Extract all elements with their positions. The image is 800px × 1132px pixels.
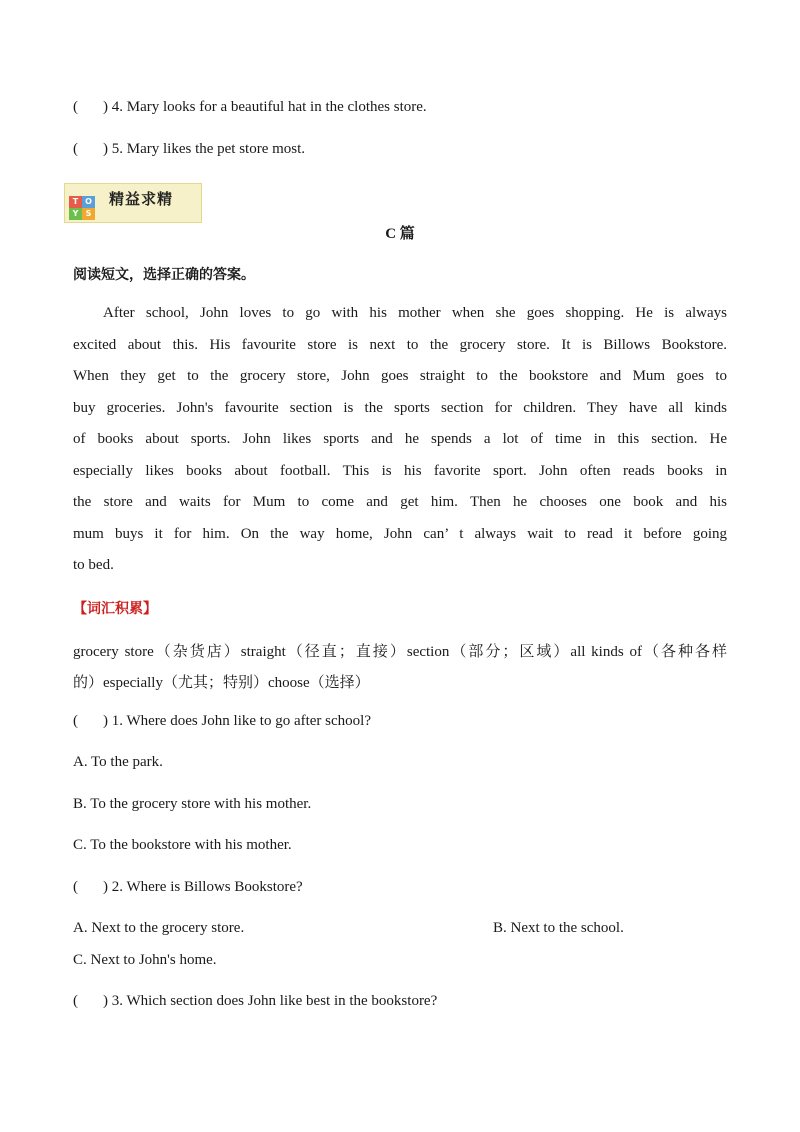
question-text: Where is Billows Bookstore?: [126, 879, 303, 895]
passage-line: especially likes books about football. This is his favorite sport. John often reads books in: [73, 463, 727, 479]
passage-line: buy groceries. John's favourite section is the sports section for children. They have all kinds: [73, 400, 727, 416]
answer-paren-close: ): [103, 141, 108, 157]
answer-paren[interactable]: (: [73, 879, 78, 895]
question-1: [73, 713, 371, 730]
banner-title: 精益求精: [109, 190, 174, 208]
answer-paren-close: ): [103, 99, 108, 115]
option-c[interactable]: C. Next to John's home.: [73, 952, 217, 968]
toy-block-s: S: [82, 208, 95, 220]
question-text: Where does John like to go after school?: [126, 713, 371, 729]
option-c[interactable]: C. To the bookstore with his mother.: [73, 837, 292, 853]
vocab-title: 【词汇积累】: [73, 601, 157, 617]
vocab-line: 的）especially（尤其；特别）choose（选择）: [73, 675, 370, 691]
question-text: Mary looks for a beautiful hat in the clothes store.: [126, 99, 427, 115]
instruction: 阅读短文，选择正确的答案。: [73, 267, 255, 283]
answer-paren[interactable]: (: [73, 713, 78, 729]
section-title: C 篇: [385, 226, 415, 242]
passage-line: After school, John loves to go with his mother when she goes shopping. He is always: [103, 305, 727, 321]
question-text: Mary likes the pet store most.: [126, 141, 306, 157]
question-3: [73, 993, 437, 1010]
question-number: 1.: [111, 713, 123, 729]
answer-paren-close: ): [103, 993, 108, 1009]
question-2: [73, 879, 303, 896]
answer-paren[interactable]: (: [73, 993, 78, 1009]
toy-block-o: O: [82, 196, 95, 208]
option-b[interactable]: B. To the grocery store with his mother.: [73, 796, 312, 812]
option-a[interactable]: A. Next to the grocery store.: [73, 920, 245, 936]
question-text: Which section does John like best in the bookstore?: [126, 993, 438, 1009]
toy-blocks-icon: [67, 196, 107, 222]
answer-paren[interactable]: (: [73, 99, 78, 115]
answer-paren-close: ): [103, 713, 108, 729]
toy-block-y: Y: [69, 208, 82, 220]
answer-paren[interactable]: (: [73, 141, 78, 157]
passage-line: to bed.: [73, 557, 114, 573]
section-banner: [64, 183, 202, 223]
passage-line: When they get to the grocery store, John goes straight to the bookstore and Mum goes to: [73, 368, 727, 384]
toy-block-t: T: [69, 196, 82, 208]
passage-line: the store and waits for Mum to come and get him. Then he chooses one book and his: [73, 494, 727, 510]
question-4: [73, 99, 427, 116]
question-5: [73, 141, 305, 158]
question-number: 3.: [111, 993, 123, 1009]
option-a[interactable]: A. To the park.: [73, 754, 163, 770]
question-number: 5.: [111, 141, 123, 157]
question-number: 4.: [111, 99, 123, 115]
vocab-line: grocery store（杂货店）straight（径直；直接）section（部分；区域）all kinds of（各种各样: [73, 644, 727, 660]
option-b[interactable]: B. Next to the school.: [493, 920, 624, 936]
passage-line: excited about this. His favourite store is next to the grocery store. It is Billows Bookstore.: [73, 337, 727, 353]
passage-line: of books about sports. John likes sports and he spends a lot of time in this section. He: [73, 431, 727, 447]
question-number: 2.: [111, 879, 123, 895]
passage-line: mum buys it for him. On the way home, John can’ t always wait to read it before going: [73, 526, 727, 542]
answer-paren-close: ): [103, 879, 108, 895]
